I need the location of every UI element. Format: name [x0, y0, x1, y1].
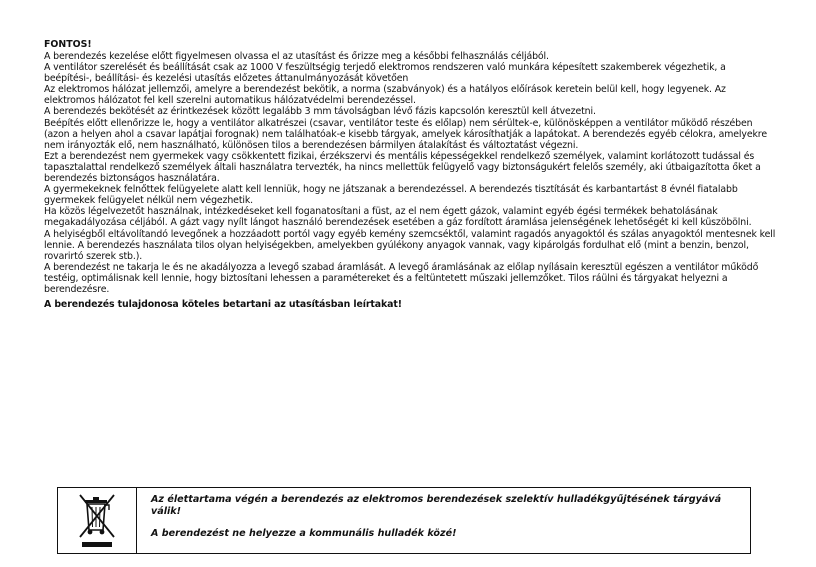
- crossed-out-wheelie-bin-icon: [58, 488, 137, 553]
- instruction-document: [44, 39, 776, 311]
- disposal-notice-line: Az élettartama végén a berendezés az elektromos berendezések szelektív hulladékgyűjtésének tárgyává válik!: [151, 494, 722, 517]
- paragraph: Ha közös légelvezetőt használnak, intézkedéseket kell foganatosítani a füst, az el nem égett gázok, valamint egyéb égési termékek behatolásának megakadályozása céljából. A gázt vagy nyílt lángot használó berendezések esetében a gáz fordított áramlása jelenségének lehetőségét ki kell küszöbölni.: [44, 206, 752, 229]
- document-title: FONTOS!: [44, 39, 92, 50]
- paragraph: A berendezés bekötését az érintkezések között legalább 3 mm távolságban lévő fázis kapcsolón keresztül kell átvezetni.: [44, 106, 596, 118]
- disposal-notice-line: A berendezést ne helyezze a kommunális hulladék közé!: [151, 528, 457, 539]
- disposal-notice-box: [57, 487, 751, 554]
- paragraph: Az elektromos hálózat jellemzői, amelyre a berendezést bekötik, a norma (szabványok) és a hatályos előírások keretein belül kell, hogy legyenek. Az elektromos hálózatot fel kell szerelni automatikus hálózatvédelmi berendezéssel.: [44, 84, 726, 107]
- paragraph: A berendezés kezelése előtt figyelmesen olvassa el az utasítást és őrizze meg a későbbi felhasználás céljából.: [44, 51, 549, 62]
- paragraph: Beépítés előtt ellenőrizze le, hogy a ventilátor alkatrészei (csavar, ventilátor teste és előlap) nem sérültek-e, különösképpen a ventilátor működő részében (azon a helyen ahol a csavar lapátjai forognak) nem találhatóak-e kisebb tárgyak, amelyek károsíthatják a lapátokat. A berendezés egyéb célokra, amelyekre nem irányozták elő, nem használható, különösen tilos a berendezésen bármilyen átalakítást és változtatást végezni.: [44, 117, 767, 151]
- closing-statement: A berendezés tulajdonosa köteles betartani az utasításban leírtakat!: [44, 299, 402, 311]
- paragraph: A ventilátor szerelését és beállítását csak az 1000 V feszültségig terjedő elektromos rendszeren való munkára képesített szakemberek végezhetik, a beépítési-, beállítási- és kezelési utasítás előzetes áttanulmányozását követően: [44, 62, 726, 85]
- paragraph: Ezt a berendezést nem gyermekek vagy csökkentett fizikai, érzékszervi és mentális képességekkel rendelkező személyek, valamint korlátozott tudással és tapasztalattal rendelkező személyek általi használatra tervezték, ha nincs mellettük felügyelő vagy biztonságukért felelős személy, aki útbaigazította őket a berendezés biztonságos használatára.: [44, 150, 761, 185]
- disposal-notice-text: [137, 488, 750, 553]
- paragraph: A gyermekeknek felnőttek felügyelete alatt kell lenniük, hogy ne játszanak a berendezéssel. A berendezés tisztítását és karbantartást 8 évnél fiatalabb gyermekek felügyelet nélkül nem végezhetik.: [44, 184, 738, 207]
- paragraph: A helyiségből eltávolítandó levegőnek a hozzáadott portól vagy egyéb kemény szemcséktől, valamint ragadós anyagoktól és szálas anyagoktól mentesnek kell lennie. A berendezés használata tilos olyan helyiségekben, amelyekben gyúlékony anyagok vannak, vagy kipárolgás fordulhat elő (mint a benzin, benzol, rovarirtó szerek stb.).: [44, 228, 776, 262]
- paragraph: A berendezést ne takarja le és ne akadályozza a levegő szabad áramlását. A levegő áramlásának az előlap nyílásain keresztül egészen a ventilátor működő testéig, optimálisnak kell lennie, hogy biztosítani lehessen a paramétereket és a feltüntetett műszaki jellemzőket. Tilos ráülni és tárgyakat helyezni a berendezésre.: [44, 261, 759, 295]
